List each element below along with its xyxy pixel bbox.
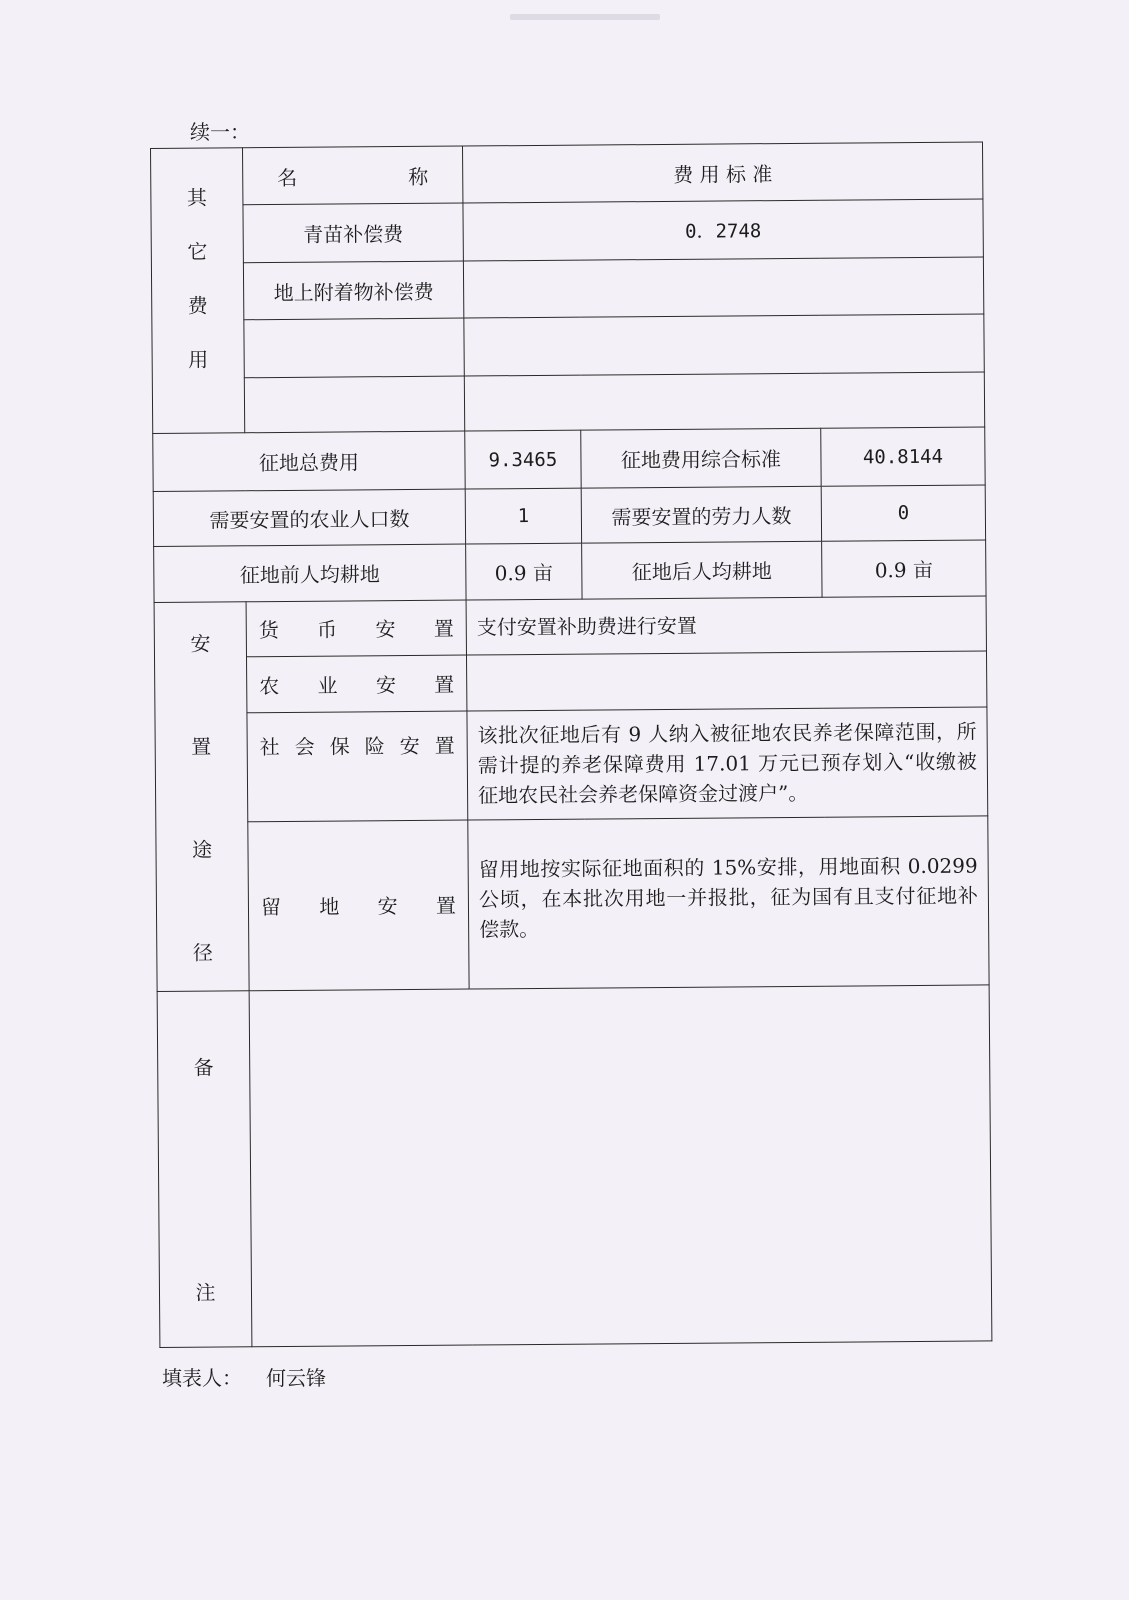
fee-name: 青苗补偿费 (243, 204, 463, 263)
total-fee-label: 征地总费用 (153, 431, 465, 491)
fee-value (464, 314, 984, 376)
remarks-row (157, 985, 992, 1348)
summary-row-farmland (154, 540, 986, 602)
resettlement-method-label: 社 会 保 险 安 置 (247, 711, 468, 822)
fee-name (244, 318, 464, 377)
fee-row (151, 199, 983, 263)
form-filler-label: 填表人： (162, 1366, 242, 1390)
resettlement-method-text: 该批次征地后有 9 人纳入被征地农民养老保障范围，所需计提的养老保障费用 17.01 万元已预存划入“收缴被征地农民社会养老保障资金过渡户”。 (467, 707, 988, 820)
labor-count-label: 需要安置的劳力人数 (581, 486, 821, 543)
col-standard-header: 费 用 标 准 (462, 142, 982, 204)
remarks-label: 备 注 (157, 990, 252, 1347)
scan-artifact (510, 14, 660, 20)
resettlement-row (155, 707, 988, 823)
land-acquisition-form (150, 141, 992, 1348)
composite-standard-value: 40.8144 (821, 427, 985, 486)
farmland-before-value: 0.9 亩 (466, 543, 582, 599)
fee-row (151, 257, 983, 321)
agri-population-label: 需要安置的农业人口数 (153, 489, 465, 547)
col-name-header: 名 称 (243, 146, 463, 205)
form-sheet (150, 141, 991, 1347)
resettlement-method-text (466, 651, 986, 711)
farmland-after-value: 0.9 亩 (822, 540, 986, 597)
remarks-content (249, 985, 992, 1347)
fee-row (152, 314, 984, 378)
summary-row-fees (153, 427, 985, 491)
fee-name (244, 376, 464, 433)
fee-value (464, 372, 984, 432)
resettlement-row (156, 816, 989, 991)
resettlement-method-label: 农 业 安 置 (247, 655, 467, 712)
agri-population-value: 1 (465, 488, 581, 544)
total-fee-value: 9.3465 (465, 430, 581, 488)
summary-row-people (153, 485, 985, 547)
resettlement-method-text: 留用地按实际征地面积的 15%安排，用地面积 0.0299 公顷，在本批次用地一并报批，征为国有且支付征地补偿款。 (468, 816, 989, 989)
form-filler-name: 何云锋 (266, 1366, 326, 1390)
labor-count-value: 0 (821, 485, 985, 542)
fee-name: 地上附着物补偿费 (243, 261, 463, 320)
resettlement-method-label: 货 币 安 置 (246, 600, 466, 657)
farmland-after-label: 征地后人均耕地 (582, 542, 822, 599)
other-fees-header-row (151, 142, 983, 206)
resettlement-method-label: 留 地 安 置 (248, 820, 469, 991)
continuation-note: 续一： (190, 120, 250, 144)
resettlement-row (154, 596, 986, 658)
fee-value: 0．2748 (463, 199, 983, 261)
composite-standard-label: 征地费用综合标准 (581, 429, 821, 488)
resettlement-row (155, 651, 987, 713)
farmland-before-label: 征地前人均耕地 (154, 544, 466, 602)
fee-row (152, 372, 984, 434)
form-filler (162, 1362, 326, 1391)
other-fees-group-label: 其 它 费 用 (151, 148, 245, 434)
resettlement-group-label: 安 置 途 径 (154, 601, 249, 991)
resettlement-method-text: 支付安置补助费进行安置 (466, 596, 986, 656)
fee-value (463, 257, 983, 319)
